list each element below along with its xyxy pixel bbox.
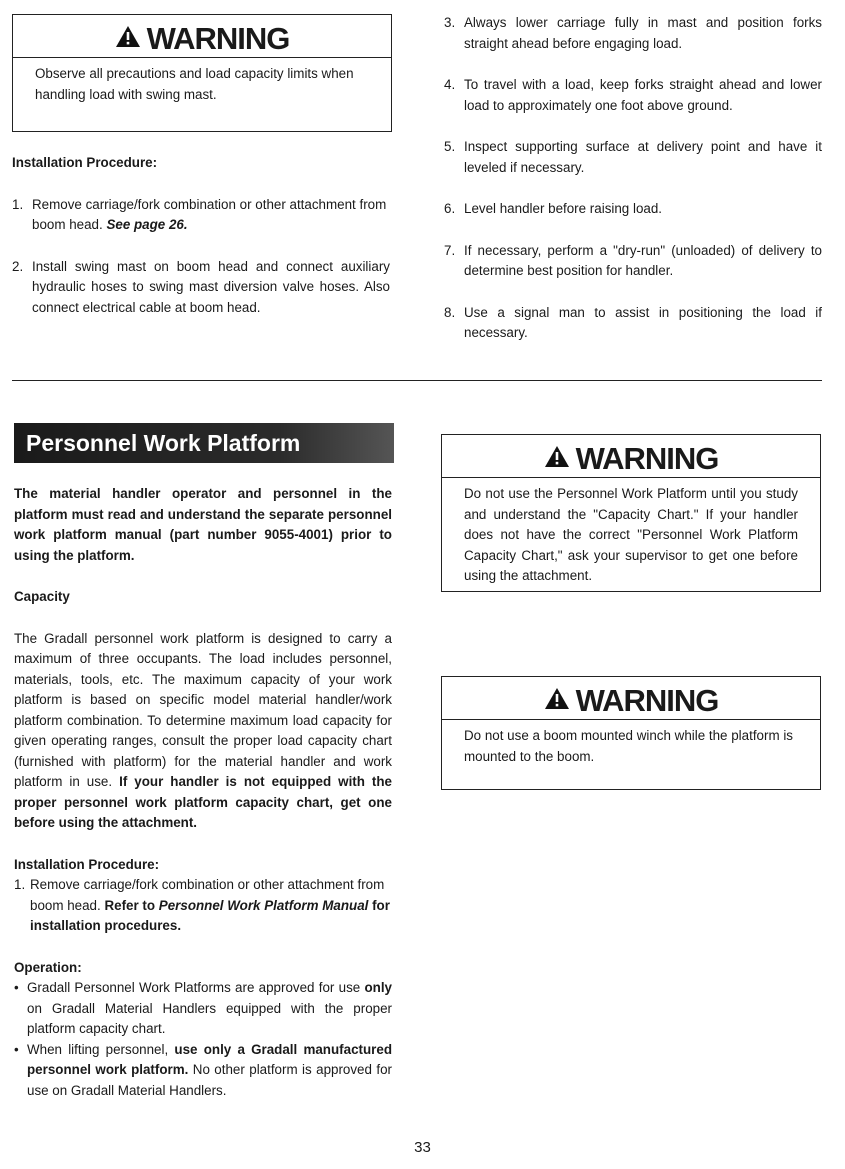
warning-text: Observe all precautions and load capacity limits when handling load with swing mast. xyxy=(35,66,354,102)
warning-triangle-icon xyxy=(544,682,570,718)
step-number: 1. xyxy=(14,877,26,892)
step-emphasis: for installation procedures. xyxy=(30,897,390,933)
warning-title: WARNING xyxy=(146,21,290,56)
warning-text: Do not use the Personnel Work Platform until you study and understand the "Capacity Chart." If your handler does not have the correct "Personnel Work Platform Capacity Chart," ask your supervisor to get one before using the attachment. xyxy=(464,486,798,583)
step-text: Inspect supporting surface at delivery point and have it leveled if necessary. xyxy=(464,139,822,175)
capacity-heading: Capacity xyxy=(14,589,70,604)
right-steps-section xyxy=(444,13,822,365)
step-number: 3. xyxy=(444,15,456,30)
section-banner: Personnel Work Platform xyxy=(14,423,394,463)
platform-section xyxy=(14,484,392,1101)
step-item xyxy=(444,199,822,220)
install-heading: Installation Procedure: xyxy=(14,856,160,872)
step-number: 2. xyxy=(12,258,24,274)
capacity-text xyxy=(14,629,392,834)
op-emphasis: use only a Gradall manufactured personnel work platform. xyxy=(27,1041,392,1077)
install-steps xyxy=(12,195,390,319)
step-text: Remove carriage/fork combination or other attachment from boom head. xyxy=(32,196,387,232)
list-item xyxy=(14,978,392,1040)
warning-box-capacity-chart xyxy=(441,434,821,592)
step-number: 4. xyxy=(444,77,456,92)
step-number: 6. xyxy=(444,201,456,216)
op-text: Gradall Personnel Work Platforms are approved for use xyxy=(27,980,365,995)
manual-reference: Personnel Work Platform Manual xyxy=(158,897,369,913)
list-item xyxy=(14,1040,392,1102)
step-text: Install swing mast on boom head and connect auxiliary hydraulic hoses to swing mast diversion valve hoses. Also connect electrical cable at boom head. xyxy=(32,258,390,315)
op-emphasis: only xyxy=(364,980,392,995)
step-item xyxy=(444,75,822,116)
warning-triangle-icon xyxy=(115,20,141,56)
step-text: If necessary, perform a "dry-run" (unloaded) of delivery to determine best position for handler. xyxy=(464,242,822,278)
install-step xyxy=(14,875,392,937)
step-number: 5. xyxy=(444,139,456,154)
step-number: 1. xyxy=(12,196,24,212)
install-step xyxy=(12,195,390,236)
step-item xyxy=(444,137,822,178)
capacity-body: The Gradall personnel work platform is designed to carry a maximum of three occupants. The load includes personnel, materials, tools, etc. The maximum capacity of your work platform is based on specific model material handler/work platform combination. To determine maximum load capacity for given operating ranges, consult the proper load capacity chart (furnished with platform) for the material handler and work platform in use. xyxy=(14,630,392,789)
warning-title: WARNING xyxy=(575,441,719,476)
step-emphasis: Refer to xyxy=(104,897,159,913)
operation-heading: Operation: xyxy=(14,959,82,975)
warning-box-swing-mast xyxy=(12,14,392,132)
warning-text: Do not use a boom mounted winch while the platform is mounted to the boom. xyxy=(464,728,793,764)
operation-list xyxy=(14,978,392,1101)
install-heading: Installation Procedure: xyxy=(12,155,158,170)
step-text: To travel with a load, keep forks straight ahead and lower load to approximately one foot above ground. xyxy=(464,77,822,113)
warning-box-winch xyxy=(441,676,821,790)
step-text: Remove carriage/fork combination or other attachment from boom head. xyxy=(30,877,385,913)
warning-triangle-icon xyxy=(544,440,570,476)
warning-header xyxy=(442,677,820,719)
right-steps xyxy=(444,13,822,344)
op-text: No other platform is approved for use on Gradall Material Handlers. xyxy=(27,1062,392,1098)
step-number: 7. xyxy=(444,242,456,258)
step-number: 8. xyxy=(444,304,456,320)
warning-header xyxy=(13,15,391,57)
install-step xyxy=(12,257,390,319)
op-text: When lifting personnel, xyxy=(27,1041,175,1057)
warning-header xyxy=(442,435,820,477)
page-reference: See page 26. xyxy=(106,217,188,232)
install-section-swing-mast xyxy=(12,153,390,339)
step-item xyxy=(444,13,822,54)
section-divider xyxy=(12,380,822,381)
step-text: Level handler before raising load. xyxy=(464,201,663,216)
bullet-icon: • xyxy=(14,1041,19,1057)
page-number: 33 xyxy=(414,1139,431,1156)
bullet-icon: • xyxy=(14,980,19,995)
op-text: on Gradall Material Handlers equipped with the proper platform capacity chart. xyxy=(27,1000,392,1036)
step-text: Always lower carriage fully in mast and position forks straight ahead before engaging load. xyxy=(464,15,822,51)
capacity-emphasis: If your handler is not equipped with the proper personnel work platform capacity chart, get one before using the attachment. xyxy=(14,774,393,830)
step-text: Use a signal man to assist in positioning the load if necessary. xyxy=(464,304,822,340)
step-item xyxy=(444,241,822,282)
step-item xyxy=(444,303,822,344)
warning-title: WARNING xyxy=(575,683,719,718)
platform-intro: The material handler operator and personnel in the platform must read and understand the separate personnel work platform manual (part number 9055-4001) prior to using the platform. xyxy=(14,486,392,563)
